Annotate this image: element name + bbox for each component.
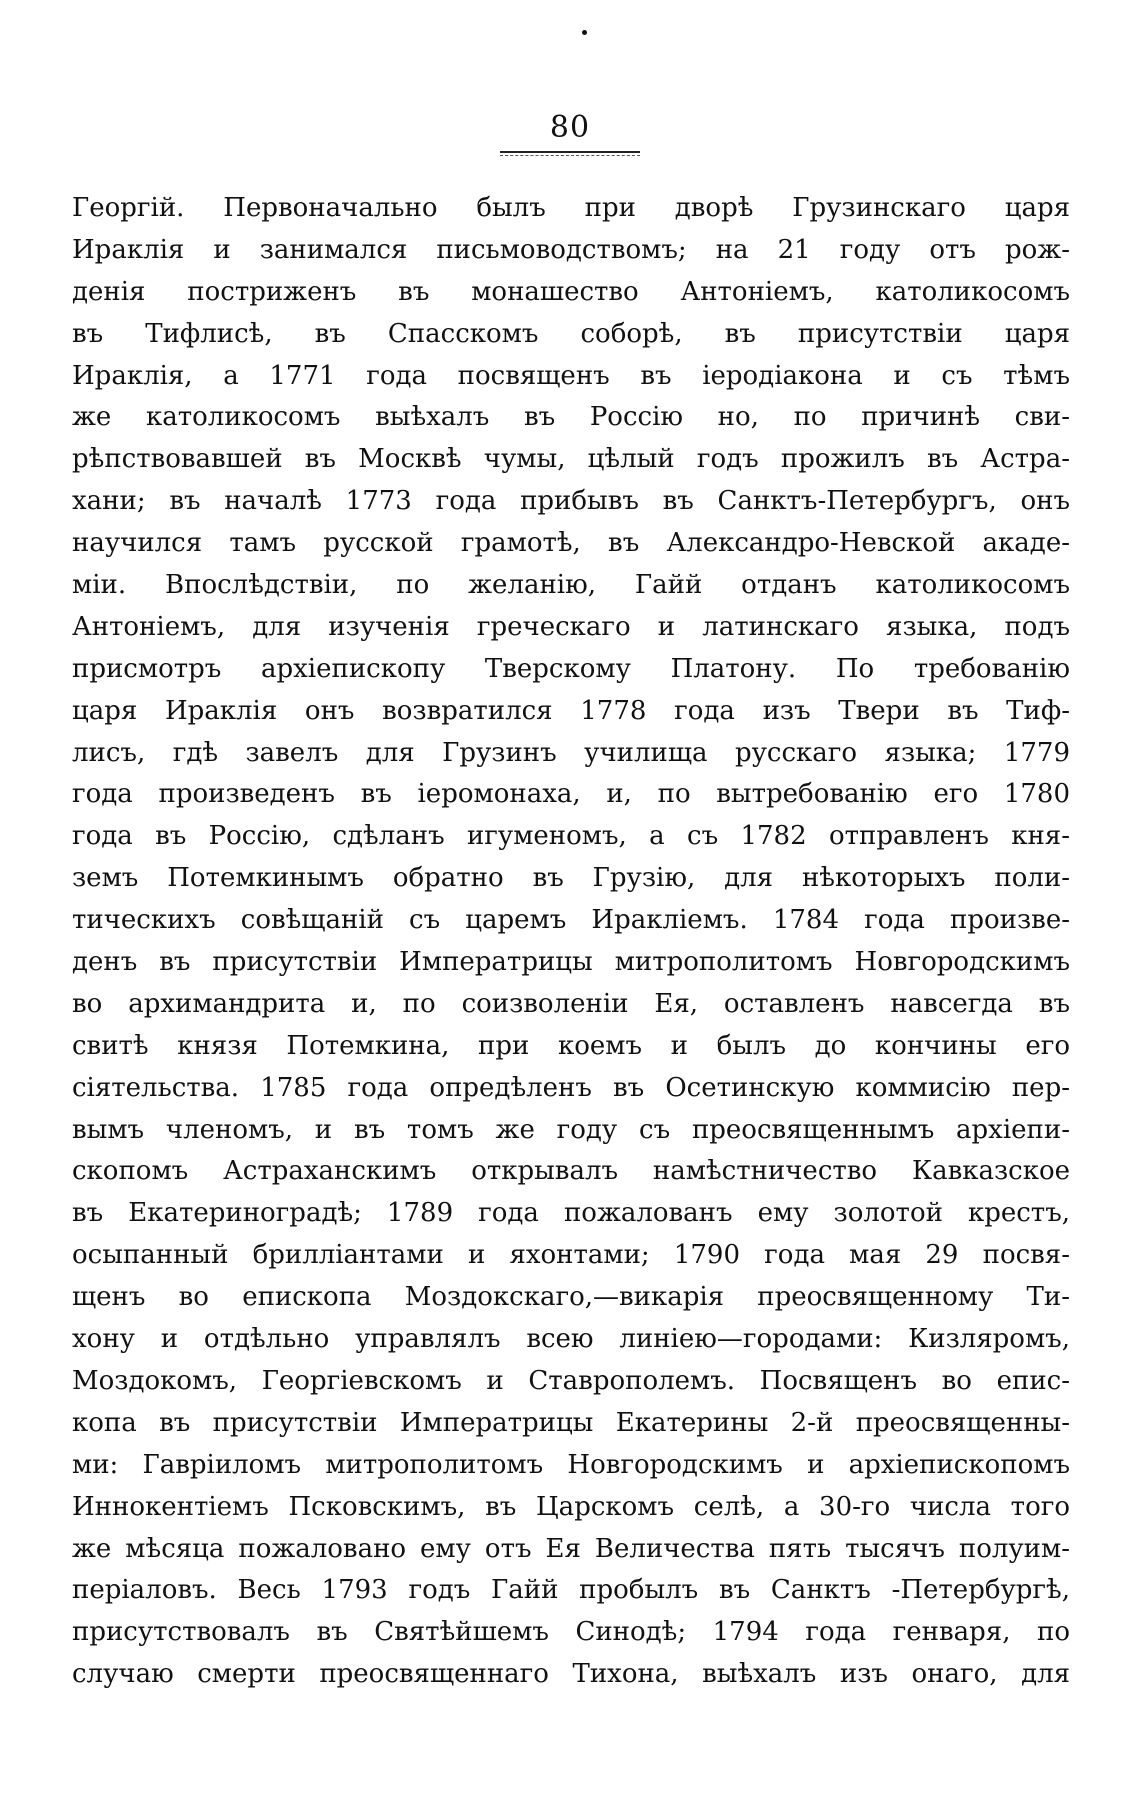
text-line: Моздокомъ, Георгіевскомъ и Ставрополемъ. Посвященъ во епис- <box>72 1365 1070 1396</box>
text-line: Антоніемъ, для изученія греческаго и латинскаго языка, подъ <box>72 611 1070 642</box>
text-line: міи. Впослѣдствіи, по желанію, Гайй отданъ католикосомъ <box>72 570 1070 601</box>
text-line: Георгій. Первоначально былъ при дворѣ Грузинскаго царя <box>72 193 1070 223</box>
text-line: въ Екатериноградѣ; 1789 года пожалованъ ему золотой крестъ, <box>72 1198 1070 1229</box>
text-line: денъ въ присутствіи Императрицы митрополитомъ Новгородскимъ <box>72 947 1070 978</box>
text-line: денія постриженъ въ монашество Антоніемъ, католикосомъ <box>72 276 1070 307</box>
text-line: царя Ираклія онъ возвратился 1778 года изъ Твери въ Тиф- <box>72 695 1070 726</box>
text-line: же мѣсяца пожаловано ему отъ Ея Величества пять тысячъ полуим- <box>72 1533 1070 1564</box>
text-line: рѣпствовавшей въ Москвѣ чумы, цѣлый годъ прожилъ въ Астра- <box>72 444 1070 475</box>
ink-dot <box>582 30 587 35</box>
text-line: свитѣ князя Потемкина, при коемъ и былъ до кончины его <box>72 1030 1070 1061</box>
text-line: Ираклія, а 1771 года посвященъ въ іеродіакона и съ тѣмъ <box>72 360 1070 391</box>
text-line: земъ Потемкинымъ обратно въ Грузію, для нѣкоторыхъ поли- <box>72 863 1070 894</box>
text-line: года произведенъ въ іеромонаха, и, по вытребованію его 1780 <box>72 779 1070 810</box>
text-line: присмотръ архіепископу Тверскому Платону. По требованію <box>72 653 1070 684</box>
page-number-rule <box>500 151 640 153</box>
text-line: вымъ членомъ, и въ томъ же году съ преосвященнымъ архіепи- <box>72 1114 1070 1145</box>
page-number: 80 <box>549 110 591 145</box>
text-line: года въ Россію, сдѣланъ игуменомъ, а съ 1782 отправленъ кня- <box>72 821 1070 852</box>
text-line: періаловъ. Весь 1793 годъ Гайй пробылъ въ Санктъ -Петербургѣ, <box>72 1575 1070 1606</box>
text-line: ми: Гавріиломъ митрополитомъ Новгородскимъ и архіепископомъ <box>72 1449 1070 1480</box>
text-line: копа въ присутствіи Императрицы Екатерины 2-й преосвященны- <box>72 1407 1070 1438</box>
text-line: хону и отдѣльно управлялъ всею линіею—городами: Кизляромъ, <box>72 1324 1070 1355</box>
text-line: въ Тифлисѣ, въ Спасскомъ соборѣ, въ присутствіи царя <box>72 318 1070 349</box>
text-line: скопомъ Астраханскимъ открывалъ намѣстничество Кавказское <box>72 1156 1070 1187</box>
body-text <box>72 188 1070 1696</box>
text-line: во архимандрита и, по соизволеніи Ея, оставленъ навсегда въ <box>72 988 1070 1019</box>
text-line: научился тамъ русской грамотѣ, въ Александро-Невской акаде- <box>72 528 1070 559</box>
text-line: же католикосомъ выѣхалъ въ Россію но, по причинѣ сви- <box>72 402 1070 433</box>
text-line: хани; въ началѣ 1773 года прибывъ въ Санктъ-Петербургъ, онъ <box>72 486 1070 517</box>
text-line: Иннокентіемъ Псковскимъ, въ Царскомъ селѣ, а 30-го числа того <box>72 1491 1070 1522</box>
text-line: случаю смерти преосвященнаго Тихона, выѣхалъ изъ онаго, для <box>72 1659 1070 1690</box>
page-number-rule-dashed <box>500 155 640 156</box>
text-line: сіятельства. 1785 года опредѣленъ въ Осетинскую коммисію пер- <box>72 1072 1070 1103</box>
text-line: присутствовалъ въ Святѣйшемъ Синодѣ; 1794 года генваря, по <box>72 1617 1070 1648</box>
text-line: тическихъ совѣщаній съ царемъ Иракліемъ. 1784 года произве- <box>72 905 1070 936</box>
text-line: лисъ, гдѣ завелъ для Грузинъ училища русскаго языка; 1779 <box>72 737 1070 768</box>
text-line: осыпанный брилліантами и яхонтами; 1790 года мая 29 посвя- <box>72 1240 1070 1271</box>
text-line: щенъ во епископа Моздокскаго,—викарія преосвященному Ти- <box>72 1282 1070 1313</box>
text-line: Ираклія и занимался письмоводствомъ; на 21 году отъ рож- <box>72 234 1070 265</box>
